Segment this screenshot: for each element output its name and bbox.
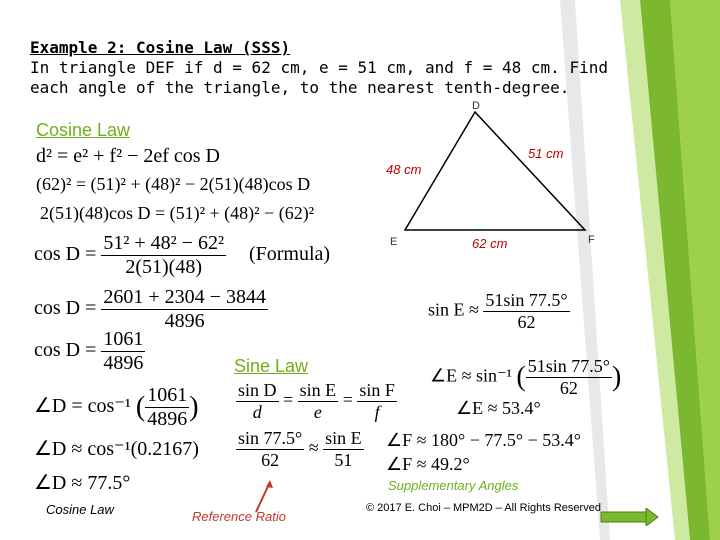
vertex-d-label: D [472, 100, 480, 112]
sine-sub-lhs-den: 62 [236, 449, 304, 471]
cosine-law-footer-label: Cosine Law [46, 502, 114, 517]
angle-f-equation-2: ∠F ≈ 49.2° [386, 454, 470, 474]
cosine-law-label: Cosine Law [36, 120, 131, 140]
side-df-label: 51 cm [528, 146, 564, 161]
angle-e-den: 62 [526, 377, 612, 399]
copyright-text: © 2017 E. Choi – MPM2D – All Rights Reserved [366, 502, 601, 514]
vertex-f-label: F [588, 234, 595, 246]
approx-sign: ≈ [308, 437, 319, 458]
equation-4-denominator: 2(51)(48) [101, 255, 226, 279]
equation-6-numerator: 1061 [103, 328, 144, 350]
equation-6-lhs: cos D = [34, 339, 97, 362]
side-de-label: 48 cm [386, 162, 422, 177]
page-title: Example 2: Cosine Law (SSS) [30, 38, 291, 57]
equation-2: (62)² = (51)² + (48)² − 2(51)(48)cos D [36, 174, 311, 194]
sine-law-substitution [236, 428, 364, 471]
sine-sub-rhs-fraction [323, 428, 364, 471]
sine-law-e-den: e [298, 401, 339, 423]
next-arrow-head-icon [646, 508, 658, 526]
sine-law-d-fraction [236, 380, 279, 423]
paren-close: ) [611, 361, 622, 393]
next-arrow-body [601, 512, 647, 522]
sine-sub-rhs-den: 51 [323, 449, 364, 471]
sin-e-lhs: sin E ≈ [428, 299, 479, 320]
sine-sub-lhs-num: sin 77.5° [238, 428, 303, 448]
equation-9: ∠D ≈ 77.5° [34, 472, 131, 494]
sin-e-den: 62 [483, 311, 569, 333]
sin-e-num: 51sin 77.5° [485, 290, 568, 310]
equation-7-fraction [145, 384, 189, 431]
sine-law-e-fraction [298, 380, 339, 423]
angle-e-fraction [526, 356, 612, 399]
equation-3: 2(51)(48)cos D = (51)² + (48)² − (62)² [40, 203, 315, 223]
equation-7-denominator: 4896 [147, 408, 188, 430]
reference-ratio-label: Reference Ratio [192, 509, 286, 524]
sine-law-d-num: sin D [238, 380, 277, 400]
equation-6-fraction [101, 328, 145, 375]
equation-5-fraction [101, 286, 268, 333]
problem-line-2: each angle of the triangle, to the nearest tenth-degree. [30, 78, 570, 97]
equation-5 [34, 286, 268, 333]
angle-f-equation-1: ∠F ≈ 180° − 77.5° − 53.4° [386, 430, 581, 450]
paren-close: ) [189, 391, 199, 423]
problem-line-1: In triangle DEF if d = 62 cm, e = 51 cm, and f = 48 cm. Find [30, 58, 608, 77]
sine-law-f-fraction [357, 380, 397, 423]
side-ef-label: 62 cm [472, 236, 508, 251]
paren-open: ( [516, 361, 526, 393]
equation-4-fraction [101, 232, 226, 279]
sin-e-equation [428, 290, 570, 333]
next-slide-button[interactable] [600, 508, 660, 526]
sine-law-label: Sine Law [234, 356, 309, 376]
equation-5-lhs: cos D = [34, 297, 97, 320]
sine-sub-rhs-num: sin E [325, 428, 362, 448]
equation-7-lhs: ∠D = cos⁻¹ [34, 395, 131, 418]
equals-sign: = [342, 389, 353, 410]
problem-statement [30, 38, 608, 98]
equation-5-denominator: 4896 [101, 309, 268, 333]
sine-law-f-num: sin F [359, 380, 395, 400]
vertex-e-label: E [390, 236, 398, 248]
sine-sub-lhs-fraction [236, 428, 304, 471]
sin-e-fraction [483, 290, 569, 333]
supplementary-angles-label: Supplementary Angles [388, 478, 519, 493]
equation-5-numerator: 2601 + 2304 − 3844 [103, 286, 266, 308]
angle-e-equation-1 [430, 356, 621, 399]
equation-1: d² = e² + f² − 2ef cos D [36, 145, 221, 167]
equation-6 [34, 328, 145, 375]
equation-8: ∠D ≈ cos⁻¹(0.2167) [34, 438, 199, 460]
equation-4-lhs: cos D = [34, 243, 97, 266]
formula-label: (Formula) [248, 243, 331, 266]
equation-6-denominator: 4896 [103, 352, 144, 374]
equals-sign: = [283, 389, 294, 410]
sine-law-f-den: f [357, 401, 397, 423]
angle-e-num: 51sin 77.5° [527, 356, 610, 376]
angle-e-equation-2: ∠E ≈ 53.4° [456, 398, 541, 418]
triangle-def [405, 112, 585, 230]
angle-e-lhs: ∠E ≈ sin⁻¹ [430, 365, 512, 386]
arrow-head [266, 480, 273, 488]
equation-7 [34, 384, 199, 431]
equation-7-numerator: 1061 [147, 384, 188, 406]
sine-law-equation [236, 380, 397, 423]
paren-open: ( [135, 391, 146, 423]
equation-4-numerator: 51² + 48² − 62² [103, 232, 224, 254]
sine-law-e-num: sin E [299, 380, 337, 400]
equation-4 [34, 232, 330, 279]
sine-law-d-den: d [236, 401, 279, 423]
